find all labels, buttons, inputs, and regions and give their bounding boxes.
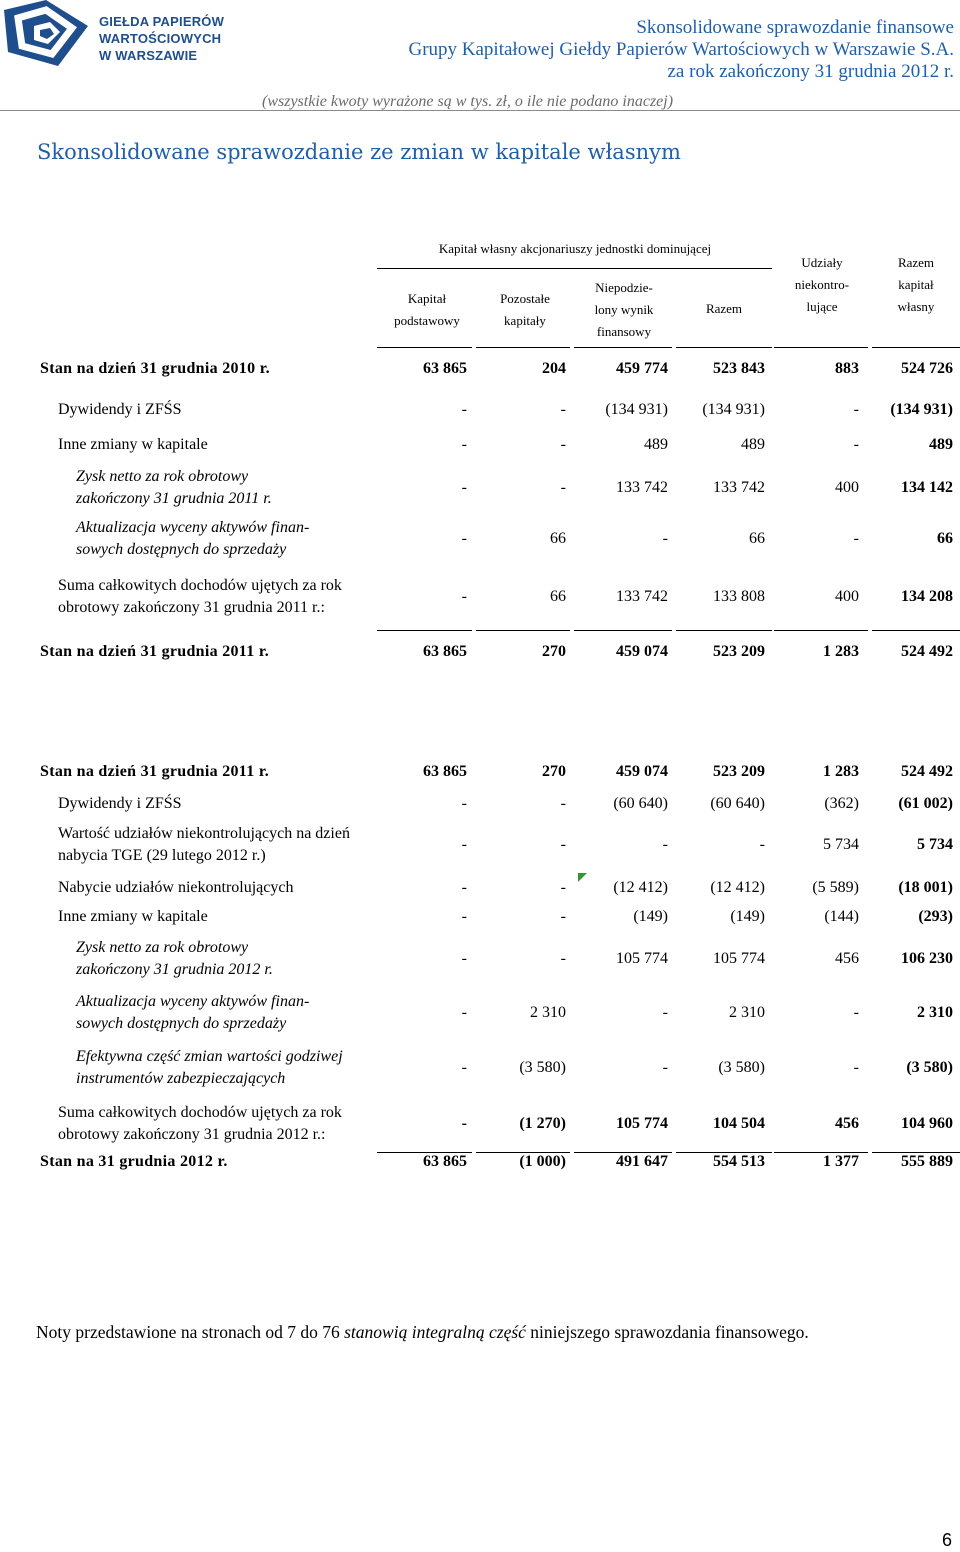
cell-value: 66 bbox=[550, 588, 566, 605]
cell-value: - bbox=[662, 836, 668, 853]
cell-value: 524 726 bbox=[901, 360, 953, 377]
cell-value: - bbox=[560, 908, 566, 925]
header-divider bbox=[0, 110, 960, 111]
cell-value: - bbox=[662, 530, 668, 547]
cell-value: 106 230 bbox=[901, 950, 953, 967]
cell-value: 489 bbox=[741, 436, 765, 453]
cell-value: - bbox=[853, 1004, 859, 1021]
cell-value: 524 492 bbox=[901, 763, 953, 780]
col-header-other-capital: Pozostałe kapitały bbox=[500, 291, 550, 328]
cell-value: (149) bbox=[730, 908, 765, 925]
cell-value: 63 865 bbox=[423, 360, 467, 377]
cell-value: 489 bbox=[929, 436, 953, 453]
header-rule bbox=[574, 347, 672, 348]
cell-value: 133 808 bbox=[713, 588, 765, 605]
cell-value: - bbox=[560, 879, 566, 896]
subtotal-rule bbox=[476, 1152, 570, 1153]
header-rule bbox=[774, 347, 868, 348]
cell-value: - bbox=[759, 836, 765, 853]
cell-value: 133 742 bbox=[616, 588, 668, 605]
row-label: Stan na dzień 31 grudnia 2010 r. bbox=[40, 360, 270, 377]
cell-value: 459 074 bbox=[616, 763, 668, 780]
cell-value: 2 310 bbox=[530, 1004, 566, 1021]
col-header-share-capital: Kapitał podstawowy bbox=[394, 291, 460, 328]
cell-value: (12 412) bbox=[613, 879, 668, 896]
cell-value: 134 142 bbox=[901, 479, 953, 496]
subtotal-rule bbox=[574, 1152, 672, 1153]
cell-value: (149) bbox=[633, 908, 668, 925]
cell-value: 554 513 bbox=[713, 1153, 765, 1170]
row-label: Dywidendy i ZFŚS bbox=[58, 401, 182, 418]
cell-value: - bbox=[560, 479, 566, 496]
row-label: Suma całkowitych dochodów ujętych za rok obrotowy zakończony 31 grudnia 2012 r.: bbox=[58, 1104, 342, 1143]
cell-value: - bbox=[461, 436, 467, 453]
row-label: Zysk netto za rok obrotowy zakończony 31 grudnia 2012 r. bbox=[76, 939, 273, 978]
cell-value: 105 774 bbox=[616, 1115, 668, 1132]
cell-value: - bbox=[560, 836, 566, 853]
subtotal-rule bbox=[574, 630, 672, 631]
header-rule bbox=[377, 347, 472, 348]
cell-value: - bbox=[853, 401, 859, 418]
cell-value: 2 310 bbox=[917, 1004, 953, 1021]
cell-value: (60 640) bbox=[710, 795, 765, 812]
report-title-line: za rok zakończony 31 grudnia 2012 r. bbox=[667, 61, 954, 82]
cell-value: (3 580) bbox=[906, 1059, 953, 1076]
cell-value: - bbox=[853, 436, 859, 453]
cell-value: (134 931) bbox=[702, 401, 765, 418]
header-rule bbox=[476, 347, 570, 348]
subtotal-rule bbox=[676, 1152, 772, 1153]
cell-value: 555 889 bbox=[901, 1153, 953, 1170]
cell-value: (18 001) bbox=[898, 879, 953, 896]
cell-value: - bbox=[662, 1059, 668, 1076]
cell-value: 459 074 bbox=[616, 643, 668, 660]
cell-value: 133 742 bbox=[713, 479, 765, 496]
header-rule bbox=[676, 347, 772, 348]
row-label: Wartość udziałów niekontrolujących na dzień nabycia TGE (29 lutego 2012 r.) bbox=[58, 825, 350, 864]
footer-note: Noty przedstawione na stronach od 7 do 76 stanowią integralną część niniejszego sprawozdania finansowego. bbox=[36, 1322, 809, 1342]
row-label: Nabycie udziałów niekontrolujących bbox=[58, 879, 294, 896]
cell-value: 523 209 bbox=[713, 643, 765, 660]
cell-value: - bbox=[560, 795, 566, 812]
row-label: Inne zmiany w kapitale bbox=[58, 908, 208, 925]
col-header-retained-earnings: Niepodzie- lony wynik finansowy bbox=[594, 280, 654, 339]
page-title: Skonsolidowane sprawozdanie ze zmian w kapitale własnym bbox=[37, 140, 681, 164]
cell-value: - bbox=[461, 479, 467, 496]
subtotal-rule bbox=[774, 630, 868, 631]
cell-value: 133 742 bbox=[616, 479, 668, 496]
cell-value: 523 843 bbox=[713, 360, 765, 377]
cell-value: 66 bbox=[550, 530, 566, 547]
cell-value: 1 377 bbox=[823, 1153, 859, 1170]
cell-value: (60 640) bbox=[613, 795, 668, 812]
row-label: Stan na dzień 31 grudnia 2011 r. bbox=[40, 643, 270, 660]
amounts-note: (wszystkie kwoty wyrażone są w tys. zł, o ile nie podano inaczej) bbox=[262, 93, 674, 110]
cell-value: 459 774 bbox=[616, 360, 668, 377]
subtotal-rule bbox=[872, 1152, 960, 1153]
cell-value: - bbox=[461, 1004, 467, 1021]
cell-value: 400 bbox=[835, 479, 859, 496]
cell-value: - bbox=[461, 530, 467, 547]
cell-value: - bbox=[560, 436, 566, 453]
subtotal-rule bbox=[377, 1152, 472, 1153]
cell-value: 104 960 bbox=[901, 1115, 953, 1132]
subtotal-rule bbox=[377, 630, 472, 631]
cell-value: - bbox=[461, 879, 467, 896]
cell-value: (144) bbox=[824, 908, 859, 925]
column-group-header: Kapitał własny akcjonariuszy jednostki dominującej bbox=[438, 241, 712, 256]
cell-value: (134 931) bbox=[605, 401, 668, 418]
cell-value: 1 283 bbox=[823, 643, 859, 660]
subtotal-rule bbox=[872, 630, 960, 631]
subtotal-rule bbox=[476, 630, 570, 631]
logo-wordmark: GIEŁDA PAPIERÓW WARTOŚCIOWYCH W WARSZAWIE bbox=[99, 14, 225, 63]
subtotal-rule bbox=[774, 1152, 868, 1153]
cell-value: 400 bbox=[835, 588, 859, 605]
cell-value: - bbox=[853, 530, 859, 547]
report-title-line: Skonsolidowane sprawozdanie finansowe bbox=[636, 17, 954, 38]
comment-marker-icon bbox=[578, 873, 587, 882]
row-label: Stan na 31 grudnia 2012 r. bbox=[40, 1153, 228, 1170]
cell-value: 105 774 bbox=[713, 950, 765, 967]
report-title-line: Grupy Kapitałowej Giełdy Papierów Wartościowych w Warszawie S.A. bbox=[408, 39, 954, 60]
row-label: Aktualizacja wyceny aktywów finan- sowych dostępnych do sprzedaży bbox=[76, 519, 310, 558]
cell-value: - bbox=[560, 950, 566, 967]
column-group-rule bbox=[377, 268, 772, 269]
cell-value: 5 734 bbox=[917, 836, 953, 853]
cell-value: 524 492 bbox=[901, 643, 953, 660]
cell-value: (362) bbox=[824, 795, 859, 812]
subtotal-rule bbox=[676, 630, 772, 631]
cell-value: 1 283 bbox=[823, 763, 859, 780]
cell-value: - bbox=[853, 1059, 859, 1076]
col-header-total: Razem bbox=[705, 301, 743, 316]
cell-value: - bbox=[461, 836, 467, 853]
cell-value: (1 270) bbox=[519, 1115, 566, 1132]
cell-value: (134 931) bbox=[890, 401, 953, 418]
cell-value: 489 bbox=[644, 436, 668, 453]
cell-value: 523 209 bbox=[713, 763, 765, 780]
cell-value: - bbox=[461, 908, 467, 925]
cell-value: (293) bbox=[918, 908, 953, 925]
cell-value: - bbox=[461, 795, 467, 812]
cell-value: - bbox=[662, 1004, 668, 1021]
cell-value: 5 734 bbox=[823, 836, 859, 853]
cell-value: (3 580) bbox=[718, 1059, 765, 1076]
col-header-non-controlling: Udziały niekontro- lujące bbox=[794, 255, 850, 314]
cell-value: - bbox=[560, 401, 566, 418]
cell-value: 270 bbox=[542, 643, 566, 660]
row-label: Zysk netto za rok obrotowy zakończony 31 grudnia 2011 r. bbox=[76, 468, 272, 507]
col-header-total-equity: Razem kapitał własny bbox=[897, 255, 935, 314]
row-label: Inne zmiany w kapitale bbox=[58, 436, 208, 453]
cell-value: 456 bbox=[835, 950, 859, 967]
report-header bbox=[408, 17, 954, 83]
cell-value: - bbox=[461, 1115, 467, 1132]
cell-value: - bbox=[461, 1059, 467, 1076]
header-rule bbox=[872, 347, 960, 348]
cell-value: 2 310 bbox=[729, 1004, 765, 1021]
gpw-logo-icon bbox=[0, 0, 90, 66]
cell-value: 63 865 bbox=[423, 643, 467, 660]
cell-value: (12 412) bbox=[710, 879, 765, 896]
cell-value: 456 bbox=[835, 1115, 859, 1132]
cell-value: (3 580) bbox=[519, 1059, 566, 1076]
cell-value: 63 865 bbox=[423, 763, 467, 780]
cell-value: 883 bbox=[835, 360, 859, 377]
cell-value: 104 504 bbox=[713, 1115, 765, 1132]
row-label: Dywidendy i ZFŚS bbox=[58, 795, 182, 812]
page-number: 6 bbox=[941, 1530, 952, 1550]
cell-value: 63 865 bbox=[423, 1153, 467, 1170]
row-label: Aktualizacja wyceny aktywów finan- sowych dostępnych do sprzedaży bbox=[76, 993, 310, 1032]
cell-value: 204 bbox=[542, 360, 566, 377]
row-label: Efektywna część zmian wartości godziwej instrumentów zabezpieczających bbox=[76, 1048, 343, 1087]
cell-value: 66 bbox=[749, 530, 765, 547]
row-label: Stan na dzień 31 grudnia 2011 r. bbox=[40, 763, 270, 780]
cell-value: 270 bbox=[542, 763, 566, 780]
cell-value: 66 bbox=[937, 530, 953, 547]
cell-value: 134 208 bbox=[901, 588, 953, 605]
row-label: Suma całkowitych dochodów ujętych za rok obrotowy zakończony 31 grudnia 2011 r.: bbox=[58, 577, 342, 616]
cell-value: 105 774 bbox=[616, 950, 668, 967]
cell-value: (61 002) bbox=[898, 795, 953, 812]
cell-value: 491 647 bbox=[616, 1153, 668, 1170]
cell-value: (5 589) bbox=[812, 879, 859, 896]
cell-value: - bbox=[461, 401, 467, 418]
cell-value: (1 000) bbox=[519, 1153, 566, 1170]
cell-value: - bbox=[461, 950, 467, 967]
cell-value: - bbox=[461, 588, 467, 605]
